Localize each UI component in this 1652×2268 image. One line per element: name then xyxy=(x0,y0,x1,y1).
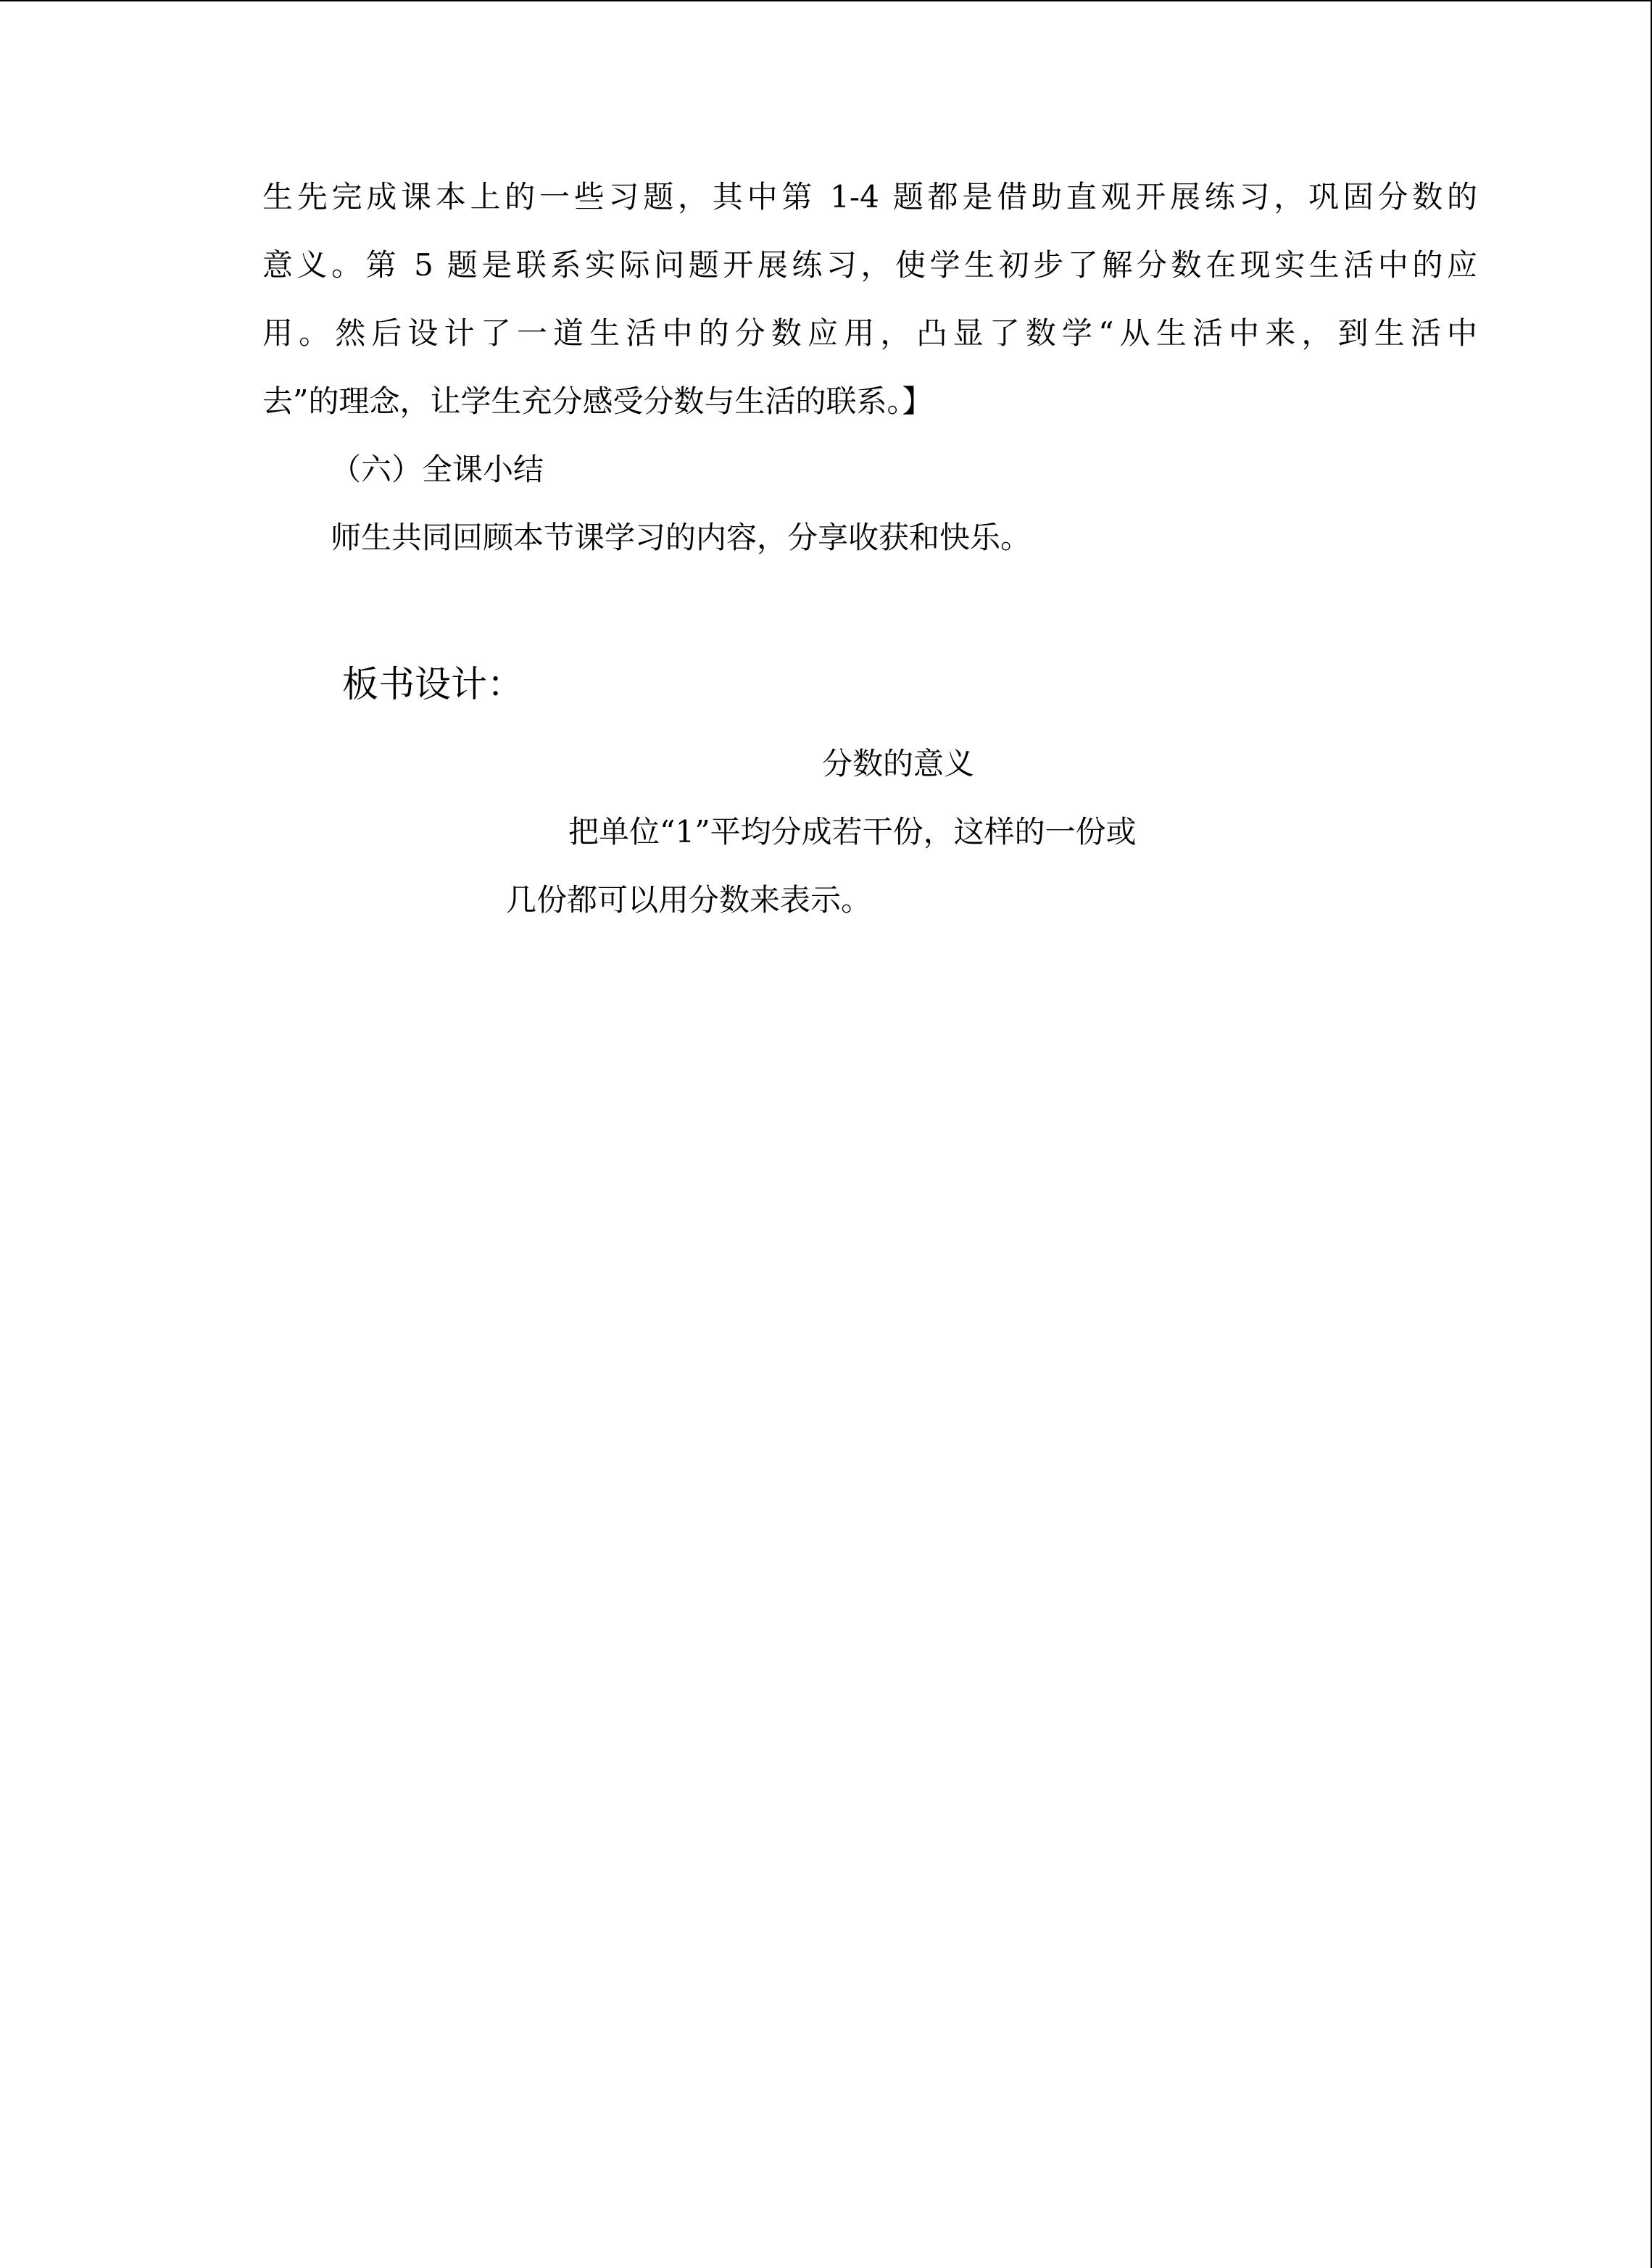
board-line-2: 几份都可以用分数来表示。 xyxy=(506,882,872,918)
board-title: 分数的意义 xyxy=(822,746,975,781)
paragraph-line-2: 意义。第 5 题是联系实际问题开展练习，使学生初步了解分数在现实生活中的应 xyxy=(262,247,1477,283)
section-body: 师生共同回顾本节课学习的内容，分享收获和快乐。 xyxy=(331,520,1032,555)
paragraph-line-4: 去”的理念，让学生充分感受分数与生活的联系。】 xyxy=(262,383,933,419)
paragraph-line-1: 生先完成课本上的一些习题，其中第 1-4 题都是借助直观开展练习，巩固分数的 xyxy=(262,179,1477,215)
section-title: （六）全课小结 xyxy=(331,452,544,487)
board-line-1: 把单位“1”平均分成若干份，这样的一份或 xyxy=(568,814,1137,850)
paragraph-line-3: 用。然后设计了一道生活中的分数应用，凸显了数学“从生活中来，到生活中 xyxy=(262,315,1477,351)
board-design-heading: 板书设计： xyxy=(342,663,523,705)
